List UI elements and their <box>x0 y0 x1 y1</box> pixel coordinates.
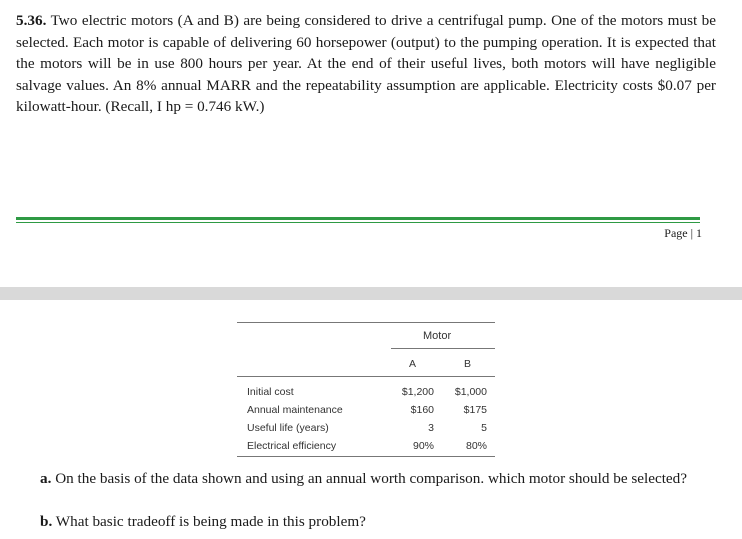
row-label-electrical-efficiency: Electrical efficiency <box>247 440 337 452</box>
group-header-rule <box>391 348 495 349</box>
question-b-text: What basic tradeoff is being made in this problem? <box>55 513 366 530</box>
problem-statement <box>16 10 716 118</box>
problem-text: Two electric motors (A and B) are being considered to drive a centrifugal pump. One of the motors must be selected. Each motor is capable of delivering 60 horsepower (output) to the pumping operation. It is expected that the motors will be in use 800 hours per year. At the end of their useful lives, both motors will have negligible salvage values. An 8% annual MARR and the repeatability assumption are applicable. Electricity costs $0.07 per kilowatt-hour. (Recall, I hp = 0.746 kW.) <box>16 12 716 116</box>
cell-a-useful-life: 3 <box>428 422 434 434</box>
column-header-b: B <box>464 358 472 370</box>
table-group-header: Motor <box>423 330 452 342</box>
question-a <box>40 468 700 490</box>
question-b-marker: b. <box>40 513 53 530</box>
cell-a-annual-maintenance: $160 <box>410 404 434 416</box>
page-separator-band <box>0 287 742 300</box>
cell-b-electrical-efficiency: 80% <box>465 440 487 452</box>
cell-a-electrical-efficiency: 90% <box>412 440 434 452</box>
question-a-marker: a. <box>40 470 52 487</box>
row-label-initial-cost: Initial cost <box>247 386 294 398</box>
cell-b-annual-maintenance: $175 <box>463 404 487 416</box>
column-header-a: A <box>409 358 417 370</box>
row-label-useful-life: Useful life (years) <box>247 422 329 434</box>
table-top-rule <box>237 322 495 323</box>
header-rule-thin <box>16 222 700 223</box>
column-header-rule <box>237 376 495 377</box>
header-rule-thick <box>16 217 700 220</box>
cell-b-initial-cost: $1,000 <box>454 386 487 398</box>
question-a-text: On the basis of the data shown and using an annual worth comparison. which motor should be selected? <box>55 470 688 487</box>
page-number: Page | 1 <box>664 226 702 240</box>
cell-b-useful-life: 5 <box>481 422 487 434</box>
problem-number: 5.36. <box>16 12 47 29</box>
cell-a-initial-cost: $1,200 <box>401 386 434 398</box>
row-label-annual-maintenance: Annual maintenance <box>247 404 343 416</box>
question-b <box>40 511 366 533</box>
table-bottom-rule <box>237 456 495 457</box>
